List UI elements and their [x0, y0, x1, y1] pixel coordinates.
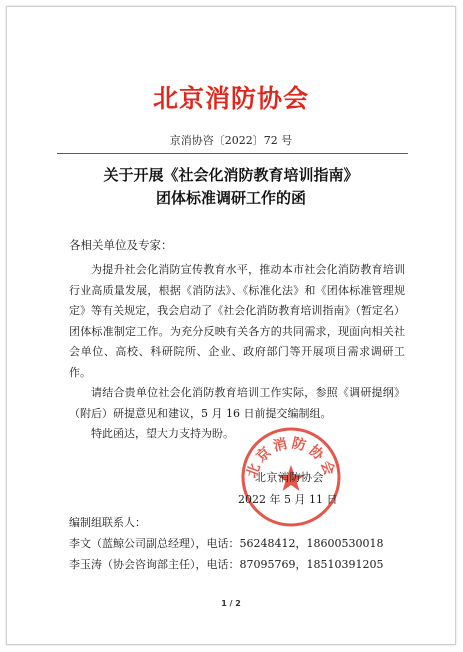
contact-row: 李文（蓝鲸公司副总经理），电话：56248412，18600530018	[69, 537, 384, 550]
salutation: 各相关单位及专家：	[69, 238, 173, 252]
red-divider	[57, 153, 408, 154]
contacts-heading: 编制组联系人：	[69, 516, 146, 529]
title-line-1: 关于开展《社会化消防教育培训指南》	[103, 166, 359, 184]
signature-org: 北京消防协会	[255, 471, 324, 484]
document-page	[6, 6, 456, 645]
org-title: 北京消防协会	[152, 84, 309, 113]
contacts-section	[69, 512, 383, 575]
seal-text: 北京消防协会	[243, 435, 339, 481]
document-title	[7, 164, 455, 210]
letter-body	[69, 260, 405, 445]
title-line-2: 团体标准调研工作的函	[155, 189, 306, 207]
document-number: 京消协咨〔2022〕72 号	[169, 134, 293, 147]
body-paragraph-2: 请结合贵单位社会化消防教育培训工作实际，参照《调研提纲》（附后）研提意见和建议，5 月 16 日前提交编制组。	[69, 386, 405, 420]
body-paragraph-3: 特此函达，望大力支持为盼。	[91, 427, 234, 440]
page-indicator: 1 / 2	[221, 599, 241, 608]
body-paragraph-1: 为提升社会化消防宣传教育水平，推动本市社会化消防教育培训行业高质量发展，根据《消防法》、《标准化法》和《团体标准管理规定》等有关规定，我会启动了《社会化消防教育培训指南》（暂定名）团体标准制定工作。为充分反映有关各方的共同需求，现面向相关社会单位、高校、科研院所、企业、政府部门等开展项目需求调研工作。	[69, 263, 405, 379]
contact-row: 李玉涛（协会咨询部主任），电话：87095769，18510391205	[69, 558, 384, 571]
signature-date: 2022 年 5 月 11 日	[238, 493, 338, 506]
